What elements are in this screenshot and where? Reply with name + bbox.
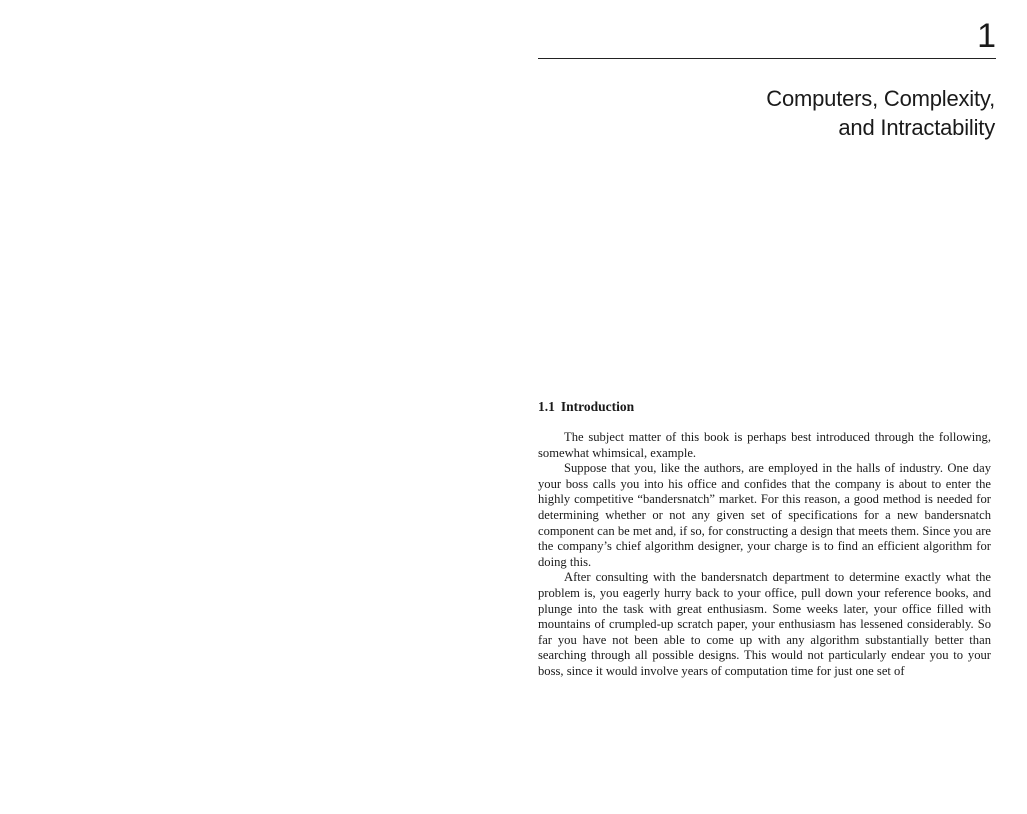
paragraph-3: After consulting with the bandersnatch department to determine exactly what the problem is, you eagerly hurry back to your office, pull down your reference books, and plunge into the task with great enthusiasm. Some weeks later, your office filled with mountains of crumpled-up scratch paper, your enthusiasm has lessened considerably. So far you have not been able to come up with any algorithm substantially better than searching through all possible designs. This would not particularly endear you to your boss, since it would involve years of computation time for just one set of: [538, 570, 991, 678]
section-heading: [538, 398, 996, 416]
chapter-title-line-1: Computers, Complexity,: [766, 86, 995, 111]
chapter-rule: [538, 58, 996, 59]
chapter-number: 1: [977, 17, 996, 55]
section-title: Introduction: [560, 399, 635, 414]
paragraph-2: Suppose that you, like the authors, are employed in the halls of industry. One day your boss calls you into his office and confides that the company is about to enter the highly competitive “bandersnatch” market. For this reason, a good method is needed for determining whether or not any given set of specifications for a new bandersnatch component can be met and, if so, for constructing a design that meets them. Since you are the company’s chief algorithm designer, your charge is to find an efficient algorithm for doing this.: [538, 461, 991, 569]
section-number: 1.1: [538, 399, 555, 414]
chapter-title-line-2: and Intractability: [838, 115, 995, 140]
body-text: [538, 430, 991, 680]
chapter-title: [600, 84, 995, 142]
paragraph-1: The subject matter of this book is perhaps best introduced through the following, somewhat whimsical, example.: [538, 430, 991, 460]
